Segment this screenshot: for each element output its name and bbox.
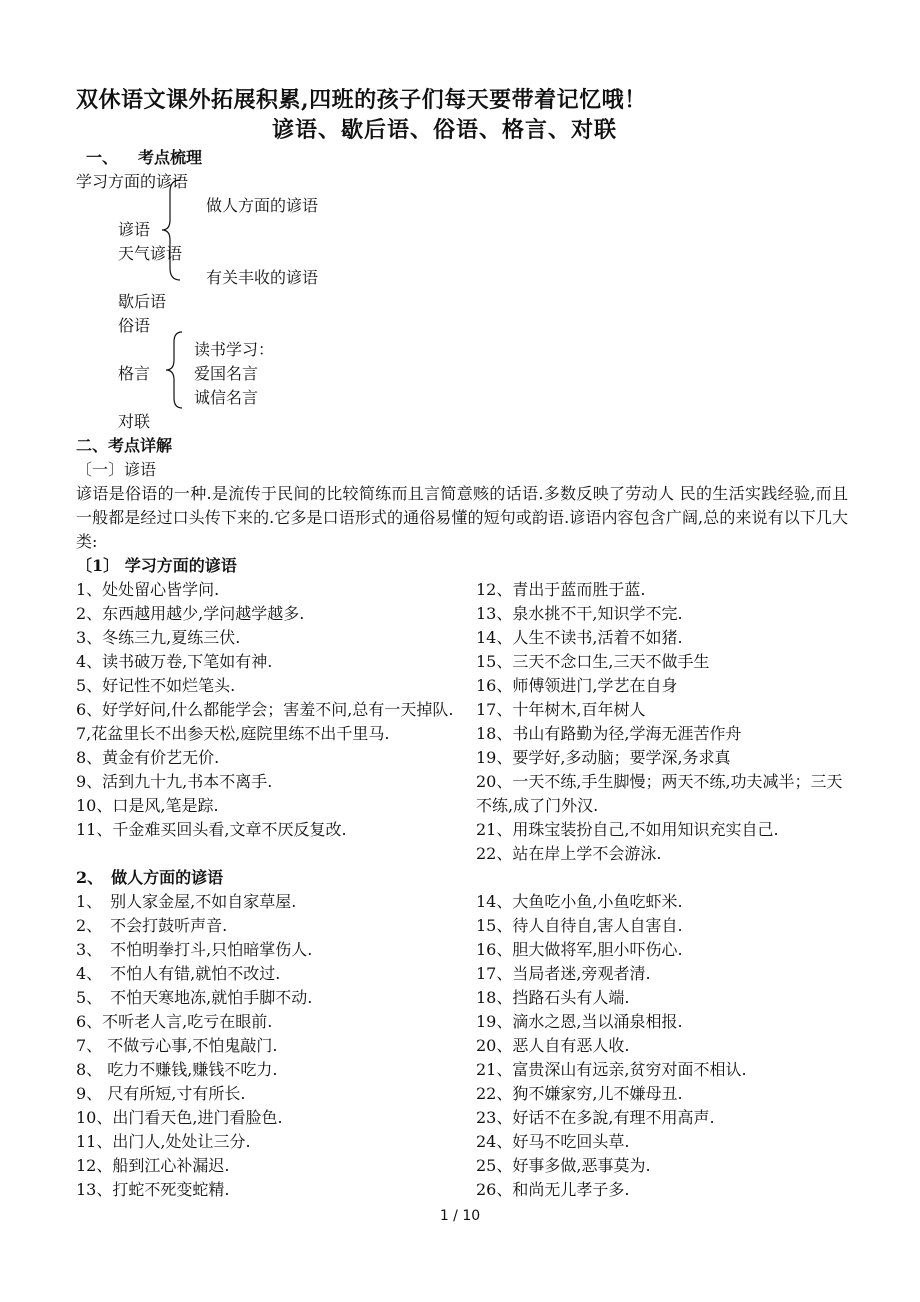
list-item: 12、青出于蓝而胜于蓝. (476, 580, 646, 599)
outline-couplets: 对联 (118, 412, 151, 431)
list-item: 11、出门人,处处让三分. (76, 1132, 251, 1151)
list-item: 19、要学好,多动脑；要学深,务求真 (476, 748, 731, 767)
outline-study-proverbs: 学习方面的谚语 (76, 172, 189, 191)
list-item: 5、好记性不如烂笔头. (76, 676, 236, 695)
outline-proverbs: 谚语 (118, 220, 151, 239)
list-item: 3、 不怕明拳打斗,只怕暗掌伤人. (76, 940, 313, 959)
list-item: 2、 不会打鼓听声音. (76, 916, 228, 935)
list-item: 13、泉水挑不干,知识学不完. (476, 604, 683, 623)
list-item: 23、好话不在多說,有理不用高声. (476, 1108, 715, 1127)
list-item: 16、胆大做将军,胆小吓伤心. (476, 940, 683, 959)
outline-maxims: 格言 (118, 364, 151, 383)
list-item: 18、挡路石头有人端. (476, 988, 630, 1007)
list-item: 9、 尺有所短,寸有所长. (76, 1084, 246, 1103)
outline-integrity: 诚信名言 (194, 388, 259, 407)
list-item: 19、滴水之恩,当以涌泉相报. (476, 1012, 683, 1031)
section2-heading: 二、考点详解 (76, 436, 173, 455)
list-item: 10、口是风,笔是踪. (76, 796, 219, 815)
list-item: 1、处处留心皆学问. (76, 580, 220, 599)
list-item: 7、 不做亏心事,不怕鬼敲门. (76, 1036, 278, 1055)
list-item: 4、 不怕人有错,就怕不改过. (76, 964, 281, 983)
page-title: 双休语文课外拓展积累,四班的孩子们每天要带着记忆哦！ (76, 87, 647, 113)
outline-harvest-proverbs: 有关丰收的谚语 (206, 268, 319, 287)
list-item: 12、船到江心补漏迟. (76, 1156, 230, 1175)
outline-weather-proverbs: 天气谚语 (118, 244, 183, 263)
list-item: 8、 吃力不赚钱,赚钱不吃力. (76, 1060, 278, 1079)
list-item: 17、当局者迷,旁观者清. (476, 964, 651, 983)
list-item: 11、千金难买回头看,文章不厌反复改. (76, 820, 347, 839)
list-item: 3、冬练三九,夏练三伏. (76, 628, 241, 647)
list-item: 21、用珠宝装扮自己,不如用知识充实自己. (476, 820, 779, 839)
list-item: 22、狗不嫌家穷,儿不嫌母丑. (476, 1084, 683, 1103)
outline-xiehouyu: 歇后语 (118, 292, 167, 311)
conduct-proverbs-right-list (476, 890, 856, 1202)
list-item: 15、三天不念口生,三天不做手生 (476, 652, 710, 671)
list-item: 25、好事多做,恶事莫为. (476, 1156, 651, 1175)
list-item: 7,花盆里长不出参天松,庭院里练不出千里马. (76, 724, 390, 743)
section2-subheading: 〔一〕谚语 (76, 460, 157, 479)
list-item: 5、 不怕天寒地冻,就怕手脚不动. (76, 988, 313, 1007)
list-item: 22、站在岸上学不会游泳. (476, 844, 662, 863)
list-item: 17、十年树木,百年树人 (476, 700, 646, 719)
outline-conduct-proverbs: 做人方面的谚语 (206, 196, 319, 215)
conduct-proverbs-left-list (76, 890, 456, 1202)
outline-heading: 考点梳理 (138, 148, 203, 167)
page-subtitle: 谚语、歇后语、俗语、格言、对联 (272, 117, 618, 143)
list-item: 1、 别人家金屋,不如自家草屋. (76, 892, 297, 911)
list-item: 6、好学好问,什么都能学会；害羞不问,总有一天掉队. (76, 700, 454, 719)
list-item: 14、大鱼吃小鱼,小鱼吃虾米. (476, 892, 683, 911)
list-item: 26、和尚无儿孝子多. (476, 1180, 630, 1199)
list-item: 10、出门看天色,进门看脸色. (76, 1108, 283, 1127)
list-item: 2、东西越用越少,学问越学越多. (76, 604, 305, 623)
list-item: 15、待人自待自,害人自害自. (476, 916, 683, 935)
maxims-brace (162, 328, 188, 412)
list-item: 8、黄金有价艺无价. (76, 748, 220, 767)
study-proverbs-heading: 〔1〕 学习方面的谚语 (76, 556, 237, 575)
list-item: 9、活到九十九,书本不离手. (76, 772, 273, 791)
outline-patriotic: 爱国名言 (194, 364, 259, 383)
study-proverbs-right-list (476, 578, 856, 866)
list-item: 14、人生不读书,活着不如猪. (476, 628, 683, 647)
study-proverbs-left-list (76, 578, 456, 842)
page-number: 1 / 10 (439, 1208, 481, 1224)
outline-suyu: 俗语 (118, 316, 151, 335)
list-item: 18、书山有路勤为径,学海无涯苦作舟 (476, 724, 742, 743)
list-item: 24、好马不吃回头草. (476, 1132, 630, 1151)
list-item: 4、读书破万卷,下笔如有神. (76, 652, 273, 671)
conduct-proverbs-heading: 2、 做人方面的谚语 (76, 868, 224, 887)
proverb-intro-paragraph: 谚语是俗语的一种.是流传于民间的比较简练而且言简意赅的话语.多数反映了劳动人 民的生活实践经验,而且一般都是经过口头传下来的.它多是口语形式的通俗易懂的短句或韵语.谚语内容包含广阔,总的来说有以下几大类: (76, 484, 848, 551)
list-item: 6、不听老人言,吃亏在眼前. (76, 1012, 273, 1031)
list-item: 21、富贵深山有远亲,贫穷对面不相认. (476, 1060, 747, 1079)
proverbs-brace (156, 176, 186, 286)
outline-reading-study: 读书学习： (194, 340, 275, 359)
list-item: 16、师傅领进门,学艺在自身 (476, 676, 678, 695)
outline-heading-number: 一、 (86, 148, 119, 167)
list-item: 20、一天不练,手生脚慢；两天不练,功夫减半；三天不练,成了门外汉. (476, 772, 843, 815)
list-item: 13、打蛇不死变蛇精. (76, 1180, 230, 1199)
list-item: 20、恶人自有恶人收. (476, 1036, 630, 1055)
